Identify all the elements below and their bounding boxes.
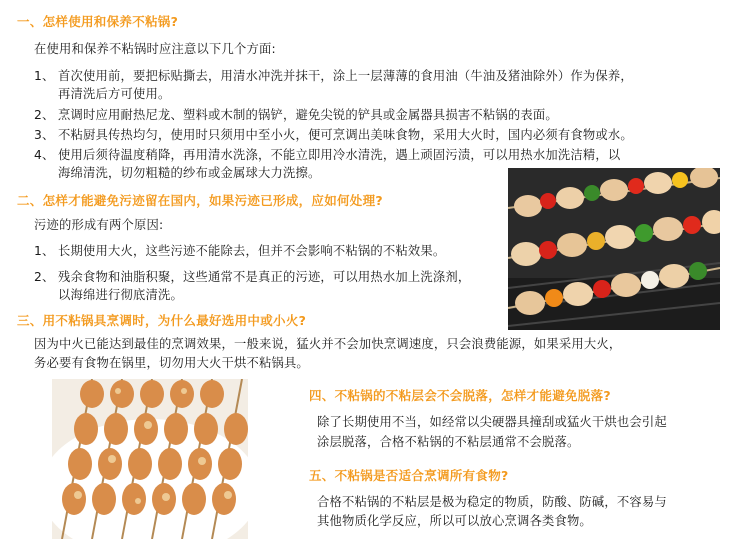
section-3-title: 三、用不粘锅具烹调时，为什么最好选用中或小火?	[17, 313, 307, 328]
list-text-cont: 再清洗后方可使用。	[58, 87, 171, 101]
section-4-text-line2: 涂层脱落，合格不粘锅的不粘层通常不会脱落。	[317, 435, 580, 449]
list-item	[34, 268, 470, 304]
section-5-text-line2: 其他物质化学反应，所以可以放心烹调各类食物。	[317, 514, 592, 528]
list-text: 长期使用大火，这些污迹不能除去，但并不会影响不粘锅的不粘效果。	[58, 244, 446, 258]
grilled-skewers-photo	[52, 379, 248, 539]
list-item	[34, 106, 558, 124]
kebab-grill-photo	[508, 168, 720, 330]
section-2-intro: 污迹的形成有两个原因:	[34, 218, 164, 232]
section-4-text-line1: 除了长期使用不当，如经常以尖硬器具撞刮或猛火干烘也会引起	[317, 415, 667, 429]
section-5-title: 五、不粘锅是否适合烹调所有食物?	[309, 468, 509, 483]
list-text: 使用后须待温度稍降，再用清水洗涤，不能立即用冷水清洗，遇上顽固污渍，可以用热水加洗洁精，以	[58, 148, 621, 162]
list-text: 首次使用前，要把标贴撕去，用清水冲洗并抹干，涂上一层薄薄的食用油（牛油及猪油除外）作为保养，	[58, 69, 633, 83]
list-number: 2、	[34, 270, 55, 284]
list-number: 2、	[34, 108, 55, 122]
section-1-title: 一、怎样使用和保养不粘锅?	[17, 14, 179, 29]
list-item	[34, 242, 445, 260]
section-3-text-line1: 因为中火已能达到最佳的烹调效果，一般来说，猛火并不会加快烹调速度，只会浪费能源，如果采用大火，	[34, 337, 622, 351]
list-text: 烹调时应用耐热尼龙、塑料或木制的锅铲，避免尖锐的铲具或金属器具损害不粘锅的表面。	[58, 108, 558, 122]
list-number: 1、	[34, 69, 55, 83]
list-text: 不粘厨具传热均匀，使用时只须用中至小火，便可烹调出美味食物，采用大火时，国内必须有食物或水。	[58, 128, 633, 142]
list-item	[34, 67, 633, 103]
section-2-title: 二、怎样才能避免污迹留在国内，如果污迹已形成，应如何处理?	[17, 193, 383, 208]
list-number: 3、	[34, 128, 55, 142]
list-number: 4、	[34, 148, 55, 162]
section-3-text-line2: 务必要有食物在锅里，切勿用大火干烘不粘锅具。	[34, 356, 309, 370]
list-item	[34, 126, 633, 144]
list-text-cont: 海绵清洗，切勿粗糙的纱布或金属球大力洗擦。	[58, 166, 321, 180]
list-text-cont: 以海绵进行彻底清洗。	[58, 288, 183, 302]
section-4-title: 四、不粘锅的不粘层会不会脱落，怎样才能避免脱落?	[309, 388, 611, 403]
list-text: 残余食物和油脂积聚，这些通常不是真正的污迹，可以用热水加上洗涤剂，	[58, 270, 471, 284]
section-1-intro: 在使用和保养不粘锅时应注意以下几个方面:	[34, 42, 276, 56]
section-5-text-line1: 合格不粘锅的不粘层是极为稳定的物质，防酸、防碱，不容易与	[317, 495, 667, 509]
list-number: 1、	[34, 244, 55, 258]
